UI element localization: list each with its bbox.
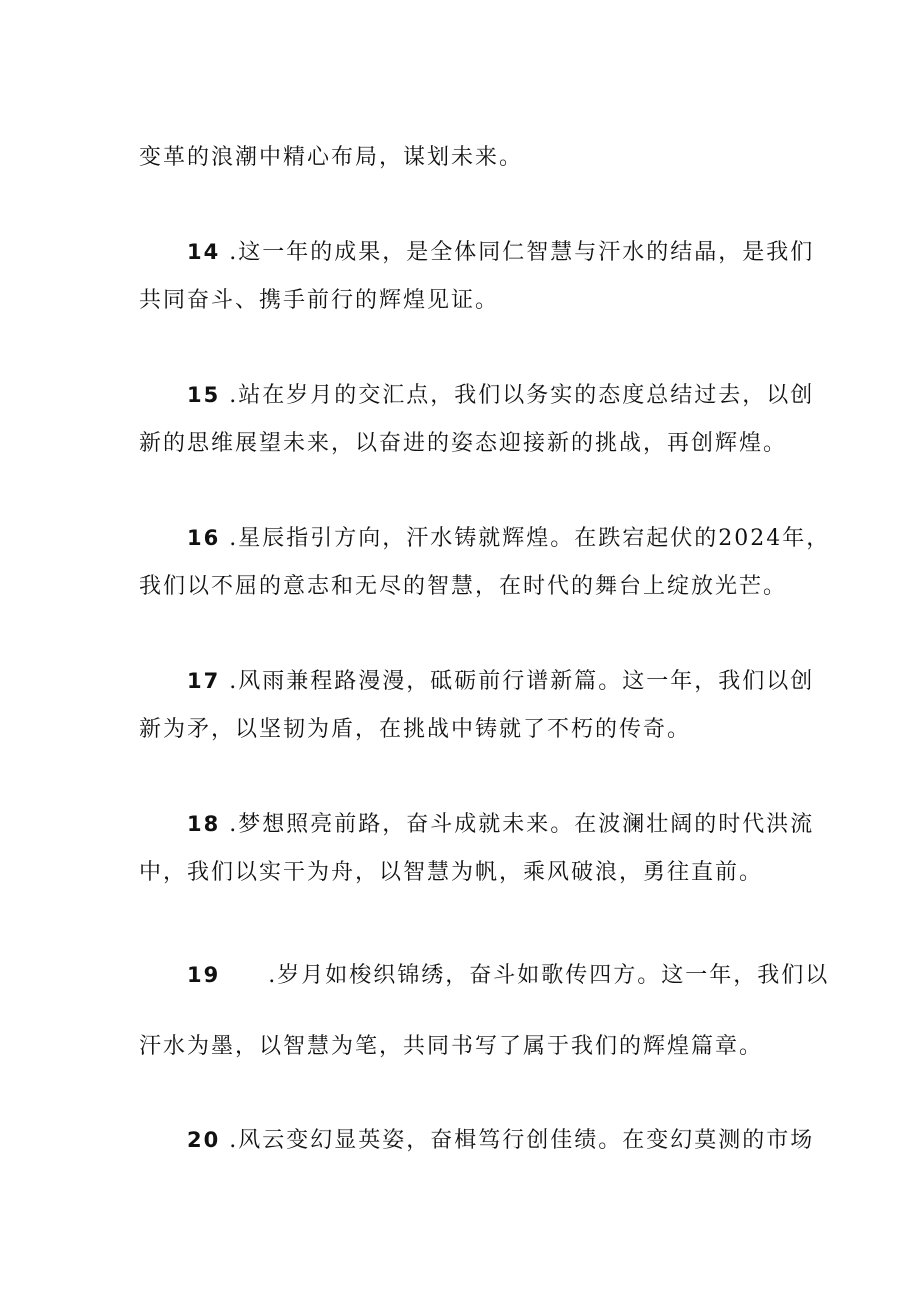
paragraph-15-line-1 bbox=[187, 380, 814, 411]
text-line: 变革的浪潮中精心布局，谋划未来。 bbox=[139, 145, 524, 170]
paragraph-17-line-1 bbox=[187, 666, 814, 697]
text-line: 新的思维展望未来，以奋进的姿态迎接新的挑战，再创辉煌。 bbox=[139, 431, 788, 456]
paragraph-13-end bbox=[139, 143, 523, 173]
item-number-19: 19 bbox=[187, 963, 221, 987]
paragraph-18-line-1 bbox=[187, 809, 814, 840]
text-line: .星辰指引方向，汗水铸就辉煌。在跌宕起伏的2024年， bbox=[229, 526, 831, 551]
text-line: 新为矛，以坚韧为盾，在挑战中铸就了不朽的传奇。 bbox=[139, 717, 692, 742]
item-number-14: 14 bbox=[187, 240, 221, 264]
paragraph-19-line-1 bbox=[187, 960, 829, 991]
text-line: 汗水为墨，以智慧为笔，共同书写了属于我们的辉煌篇章。 bbox=[139, 1034, 764, 1059]
paragraph-15-line-2 bbox=[139, 429, 787, 459]
item-number-17: 17 bbox=[187, 669, 221, 693]
text-line: .这一年的成果，是全体同仁智慧与汗水的结晶，是我们 bbox=[229, 240, 815, 265]
text-line: .梦想照亮前路，奋斗成就未来。在波澜壮阔的时代洪流 bbox=[229, 812, 815, 837]
text-line: 共同奋斗、携手前行的辉煌见证。 bbox=[139, 288, 500, 313]
paragraph-20-line-1 bbox=[187, 1125, 814, 1156]
item-number-20: 20 bbox=[187, 1128, 221, 1152]
paragraph-17-line-2 bbox=[139, 715, 691, 745]
text-line: 我们以不屈的意志和无尽的智慧，在时代的舞台上绽放光芒。 bbox=[139, 574, 788, 599]
item-number-15: 15 bbox=[187, 383, 221, 407]
text-line: .风雨兼程路漫漫，砥砺前行谱新篇。这一年，我们以创 bbox=[229, 669, 815, 694]
paragraph-16-line-1 bbox=[187, 523, 830, 554]
text-line: 中，我们以实干为舟，以智慧为帆，乘风破浪，勇往直前。 bbox=[139, 860, 764, 885]
item-number-16: 16 bbox=[187, 526, 221, 550]
text-line: .风云变幻显英姿，奋楫笃行创佳绩。在变幻莫测的市场 bbox=[229, 1128, 815, 1153]
paragraph-14-line-2 bbox=[139, 286, 499, 316]
paragraph-19-line-2 bbox=[139, 1032, 763, 1062]
text-line: .岁月如梭织锦绣，奋斗如歌传四方。这一年，我们以 bbox=[268, 963, 830, 988]
paragraph-16-line-2 bbox=[139, 572, 787, 602]
item-number-18: 18 bbox=[187, 812, 221, 836]
text-line: .站在岁月的交汇点，我们以务实的态度总结过去，以创 bbox=[229, 383, 815, 408]
paragraph-14-line-1 bbox=[187, 237, 814, 268]
paragraph-18-line-2 bbox=[139, 858, 763, 888]
